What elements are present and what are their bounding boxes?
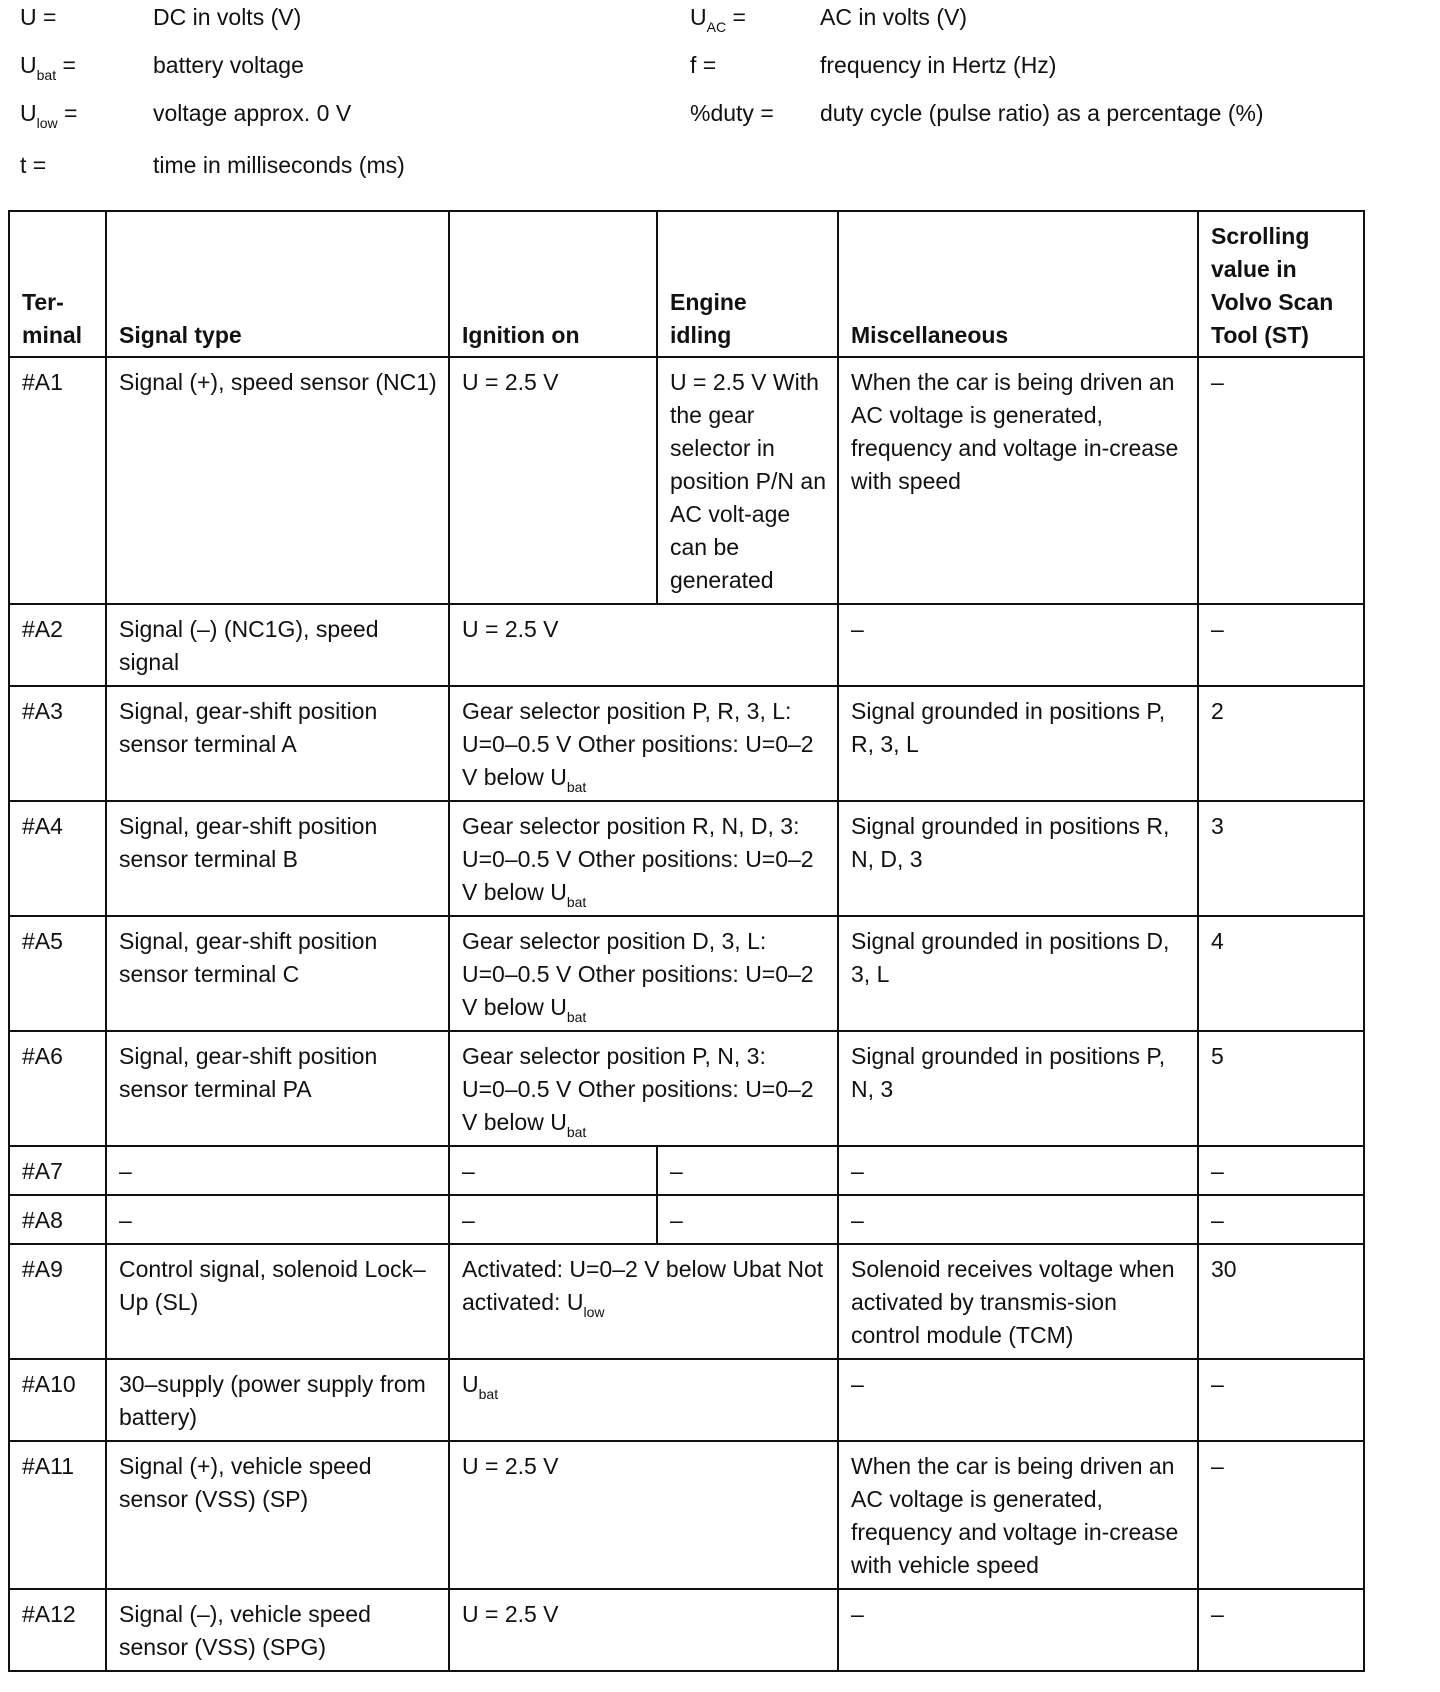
cell-signal-type: Signal (–) (NC1G), speed signal [106,604,449,686]
cell-miscellaneous: – [838,1146,1198,1195]
cell-miscellaneous: Signal grounded in positions P, R, 3, L [838,686,1198,801]
cell-ignition-idling: Gear selector position D, 3, L: U=0–0.5 V Other positions: U=0–2 V below $U_{bat}$ [449,916,838,1031]
cell-scan-value: 3 [1198,801,1364,916]
cell-scan-value: 2 [1198,686,1364,801]
cell-scan-value: – [1198,1359,1364,1441]
cell-miscellaneous: – [838,1589,1198,1671]
table-row [9,1146,1364,1195]
cell-terminal: #A12 [9,1589,106,1671]
cell-signal-type: Signal, gear-shift position sensor terminal A [106,686,449,801]
legend-description: duty cycle (pulse ratio) as a percentage (%) [820,100,1264,126]
cell-scan-value: 5 [1198,1031,1364,1146]
cell-terminal: #A11 [9,1441,106,1589]
cell-engine-idling: U = 2.5 V With the gear selector in position P/N an AC volt-age can be generated [657,357,838,604]
table-row [9,1195,1364,1244]
cell-ignition-idling: Gear selector position P, R, 3, L: U=0–0.5 V Other positions: U=0–2 V below $U_{bat}$ [449,686,838,801]
cell-terminal: #A6 [9,1031,106,1146]
table-row [9,1589,1364,1671]
table-row [9,1031,1364,1146]
cell-terminal: #A7 [9,1146,106,1195]
legend-description: DC in volts (V) [153,4,302,30]
header-terminal: Ter- minal [9,211,106,357]
legend-symbol: $U_{bat}$ = [20,52,76,83]
cell-miscellaneous: When the car is being driven an AC voltage is generated, frequency and voltage in-crease with vehicle speed [838,1441,1198,1589]
cell-miscellaneous: Signal grounded in positions P, N, 3 [838,1031,1198,1146]
header-scan-tool-value: Scrolling value in Volvo Scan Tool (ST) [1198,211,1364,357]
cell-engine-idling: – [657,1146,838,1195]
cell-ignition-idling: $U_{bat}$ [449,1359,838,1441]
cell-signal-type: – [106,1195,449,1244]
cell-signal-type: Signal (+), vehicle speed sensor (VSS) (SP) [106,1441,449,1589]
cell-ignition-idling: U = 2.5 V [449,604,838,686]
legend-description: voltage approx. 0 V [153,100,352,126]
cell-scan-value: – [1198,1441,1364,1589]
legend-symbol: U = [20,4,57,30]
cell-ignition-idling: U = 2.5 V [449,1589,838,1671]
cell-signal-type: 30–supply (power supply from battery) [106,1359,449,1441]
table-row [9,357,1364,604]
cell-terminal: #A5 [9,916,106,1031]
table-row [9,801,1364,916]
cell-ignition-idling: Activated: U=0–2 V below Ubat Not activated: $U_{low}$ [449,1244,838,1359]
cell-terminal: #A9 [9,1244,106,1359]
cell-ignition-on: – [449,1146,657,1195]
cell-miscellaneous: Solenoid receives voltage when activated by transmis-sion control module (TCM) [838,1244,1198,1359]
legend-description: frequency in Hertz (Hz) [820,52,1057,78]
legend-description: AC in volts (V) [820,4,967,30]
cell-miscellaneous: When the car is being driven an AC voltage is generated, frequency and voltage in-crease with speed [838,357,1198,604]
symbol-legend [0,0,1440,200]
cell-terminal: #A2 [9,604,106,686]
cell-scan-value: – [1198,1589,1364,1671]
cell-signal-type: – [106,1146,449,1195]
cell-terminal: #A1 [9,357,106,604]
cell-ignition-on: U = 2.5 V [449,357,657,604]
cell-signal-type: Signal (+), speed sensor (NC1) [106,357,449,604]
legend-symbol: $U_{low}$ = [20,100,78,131]
legend-symbol: %duty = [690,100,774,126]
cell-ignition-idling: U = 2.5 V [449,1441,838,1589]
legend-symbol: $U_{AC}$ = [690,4,746,35]
table-row [9,604,1364,686]
cell-scan-value: – [1198,1146,1364,1195]
cell-signal-type: Signal, gear-shift position sensor terminal PA [106,1031,449,1146]
cell-scan-value: 30 [1198,1244,1364,1359]
cell-engine-idling: – [657,1195,838,1244]
cell-scan-value: 4 [1198,916,1364,1031]
cell-terminal: #A4 [9,801,106,916]
cell-miscellaneous: – [838,604,1198,686]
legend-description: battery voltage [153,52,304,78]
cell-ignition-idling: Gear selector position R, N, D, 3: U=0–0.5 V Other positions: U=0–2 V below $U_{bat}$ [449,801,838,916]
table-row [9,1359,1364,1441]
table-row [9,916,1364,1031]
cell-terminal: #A3 [9,686,106,801]
cell-ignition-on: – [449,1195,657,1244]
cell-scan-value: – [1198,604,1364,686]
cell-ignition-idling: Gear selector position P, N, 3: U=0–0.5 V Other positions: U=0–2 V below $U_{bat}$ [449,1031,838,1146]
cell-miscellaneous: Signal grounded in positions D, 3, L [838,916,1198,1031]
header-miscellaneous: Miscellaneous [838,211,1198,357]
header-signal-type: Signal type [106,211,449,357]
table-header-row [9,211,1364,357]
cell-signal-type: Signal, gear-shift position sensor terminal B [106,801,449,916]
legend-symbol: f = [690,52,717,78]
cell-signal-type: Signal (–), vehicle speed sensor (VSS) (SPG) [106,1589,449,1671]
header-ignition-on: Ignition on [449,211,657,357]
table-row [9,1244,1364,1359]
cell-miscellaneous: Signal grounded in positions R, N, D, 3 [838,801,1198,916]
cell-signal-type: Signal, gear-shift position sensor terminal C [106,916,449,1031]
cell-miscellaneous: – [838,1195,1198,1244]
cell-miscellaneous: – [838,1359,1198,1441]
cell-scan-value: – [1198,1195,1364,1244]
legend-description: time in milliseconds (ms) [153,152,405,178]
legend-symbol: t = [20,152,47,178]
cell-signal-type: Control signal, solenoid Lock–Up (SL) [106,1244,449,1359]
terminal-signal-table [8,210,1365,1672]
cell-terminal: #A8 [9,1195,106,1244]
header-engine-idling: Engine idling [657,211,838,357]
cell-scan-value: – [1198,357,1364,604]
cell-terminal: #A10 [9,1359,106,1441]
table-row [9,1441,1364,1589]
table-row [9,686,1364,801]
